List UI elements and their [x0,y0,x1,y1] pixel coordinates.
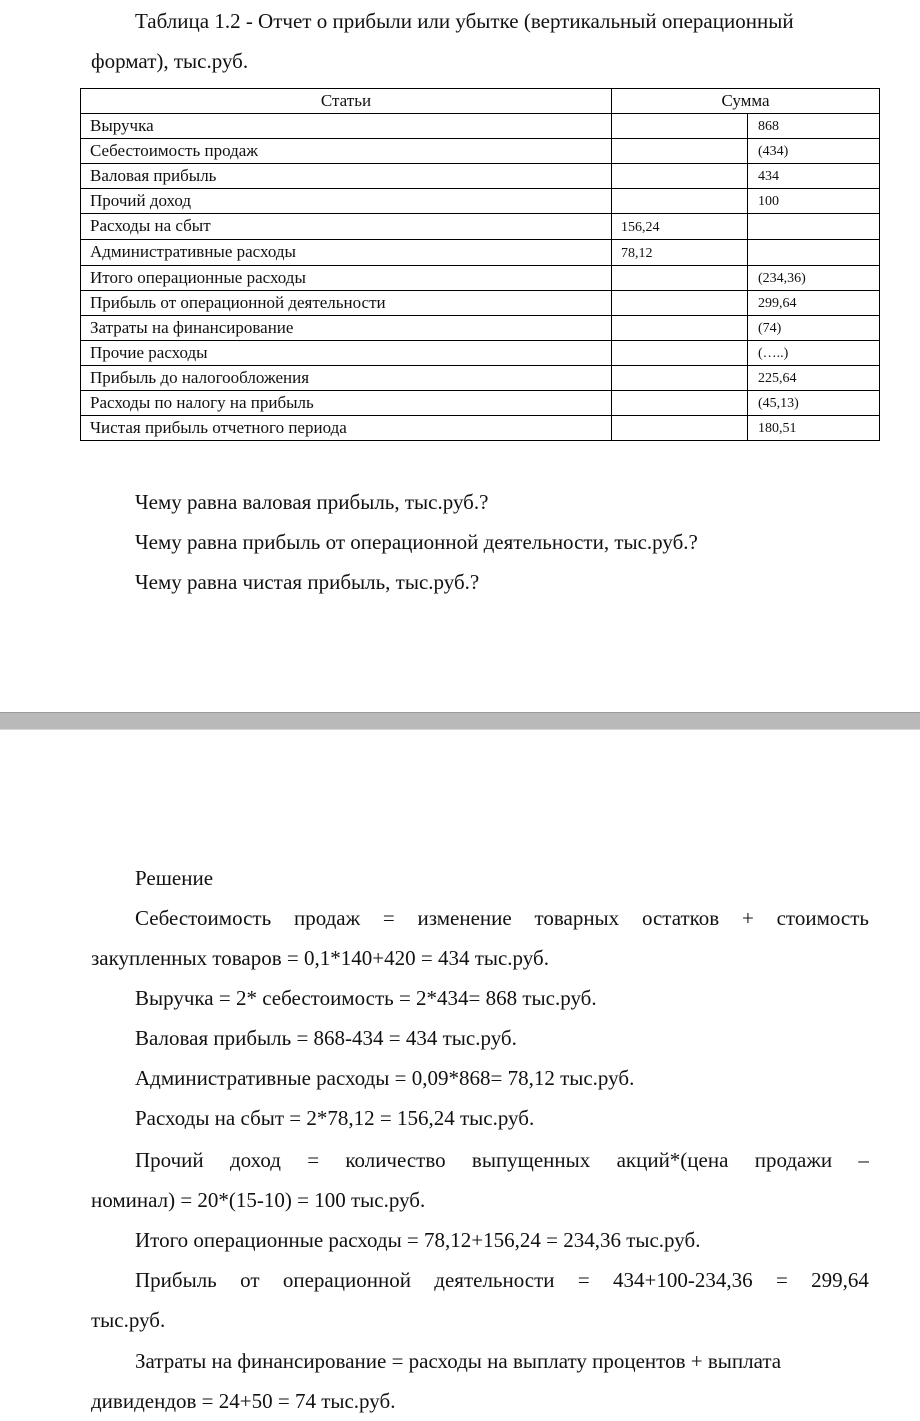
row-value-intermediate [612,340,748,365]
word: 299,64 [811,1268,869,1292]
paragraph-5: Расходы на сбыт = 2*78,12 = 156,24 тыс.руб. [135,1106,535,1130]
word: – [858,1148,869,1172]
row-value-intermediate: 156,24 [612,213,748,239]
page-separator [0,712,920,730]
row-value-intermediate [612,315,748,340]
word: продаж [293,906,361,930]
row-item-label: Выручка [81,113,612,138]
table-row [81,138,880,163]
word: = [775,1268,788,1292]
row-value-total: 299,64 [748,290,880,315]
row-item-label: Чистая прибыль отчетного периода [81,415,612,440]
table-row [81,290,880,315]
row-value-intermediate [612,188,748,213]
row-value-intermediate [612,290,748,315]
paragraph-1-line-2: закупленных товаров = 0,1*140+420 = 434 тыс.руб. [91,946,549,970]
table-row [81,163,880,188]
word: Прибыль [135,1268,217,1292]
paragraph-8-line-2: тыс.руб. [91,1308,166,1332]
table-row [81,113,880,138]
word: остатков [641,906,720,930]
word: товарных [534,906,620,930]
word: акций*(цена [616,1148,729,1172]
table-row [81,188,880,213]
table-row [81,340,880,365]
row-value-total: (434) [748,138,880,163]
row-value-intermediate [612,365,748,390]
row-value-intermediate [612,113,748,138]
row-value-total: (…..) [748,340,880,365]
word: продажи [754,1148,833,1172]
row-item-label: Затраты на финансирование [81,315,612,340]
paragraph-2: Выручка = 2* себестоимость = 2*434= 868 тыс.руб. [135,986,597,1010]
row-item-label: Прибыль от операционной деятельности [81,290,612,315]
table-row [81,365,880,390]
paragraph-1-line-1 [135,898,869,938]
income-statement-table [80,88,880,441]
row-item-label: Прочий доход [81,188,612,213]
word: доход [229,1148,281,1172]
question-1: Чему равна валовая прибыль, тыс.руб.? [135,490,489,514]
table-caption-line-2: формат), тыс.руб. [91,49,249,73]
row-item-label: Административные расходы [81,239,612,265]
row-value-intermediate [612,415,748,440]
paragraph-4: Административные расходы = 0,09*868= 78,12 тыс.руб. [135,1066,635,1090]
row-item-label: Расходы по налогу на прибыль [81,390,612,415]
question-2: Чему равна прибыль от операционной деятельности, тыс.руб.? [135,530,698,554]
table-row [81,239,880,265]
word: = [382,906,395,930]
paragraph-3: Валовая прибыль = 868-434 = 434 тыс.руб. [135,1026,517,1050]
word: от [240,1268,260,1292]
word: + [742,906,754,930]
table-header-row [81,89,880,114]
header-items: Статьи [81,89,612,114]
word: стоимость [776,906,869,930]
word: Себестоимость [135,906,272,930]
row-value-total: 225,64 [748,365,880,390]
row-item-label: Прибыль до налогообложения [81,365,612,390]
row-value-total: (45,13) [748,390,880,415]
row-item-label: Себестоимость продаж [81,138,612,163]
word: деятельности [434,1268,555,1292]
row-value-intermediate [612,265,748,290]
paragraph-7: Итого операционные расходы = 78,12+156,24 = 234,36 тыс.руб. [135,1228,701,1252]
row-value-intermediate [612,138,748,163]
row-value-total [748,213,880,239]
row-value-intermediate [612,163,748,188]
row-value-total: 100 [748,188,880,213]
row-value-total: (234,36) [748,265,880,290]
row-value-total: (74) [748,315,880,340]
row-item-label: Валовая прибыль [81,163,612,188]
row-value-total: 434 [748,163,880,188]
row-item-label: Расходы на сбыт [81,213,612,239]
row-value-intermediate: 78,12 [612,239,748,265]
row-value-total [748,239,880,265]
table-row [81,213,880,239]
word: = [307,1148,320,1172]
row-item-label: Прочие расходы [81,340,612,365]
table-row [81,390,880,415]
word: изменение [417,906,512,930]
word: Прочий [135,1148,204,1172]
question-3: Чему равна чистая прибыль, тыс.руб.? [135,570,480,594]
paragraph-6-line-2: номинал) = 20*(15-10) = 100 тыс.руб. [91,1188,426,1212]
word: 434+100-234,36 [613,1268,753,1292]
word: количество [345,1148,446,1172]
word: выпущенных [471,1148,591,1172]
row-item-label: Итого операционные расходы [81,265,612,290]
paragraph-9-line-2: дивидендов = 24+50 = 74 тыс.руб. [91,1389,396,1413]
solution-heading: Решение [135,866,214,890]
word: = [577,1268,590,1292]
word: операционной [282,1268,411,1292]
paragraph-9-line-1: Затраты на финансирование = расходы на выплату процентов + выплата [135,1349,782,1373]
document-page-2 [0,730,920,1416]
row-value-total: 868 [748,113,880,138]
table-row [81,415,880,440]
paragraph-8-line-1 [135,1260,869,1300]
paragraph-6-line-1 [135,1140,869,1180]
header-amount: Сумма [612,89,880,114]
table-caption-line-1: Таблица 1.2 - Отчет о прибыли или убытке (вертикальный операционный [135,9,794,33]
table-row [81,315,880,340]
table-row [81,265,880,290]
row-value-intermediate [612,390,748,415]
row-value-total: 180,51 [748,415,880,440]
